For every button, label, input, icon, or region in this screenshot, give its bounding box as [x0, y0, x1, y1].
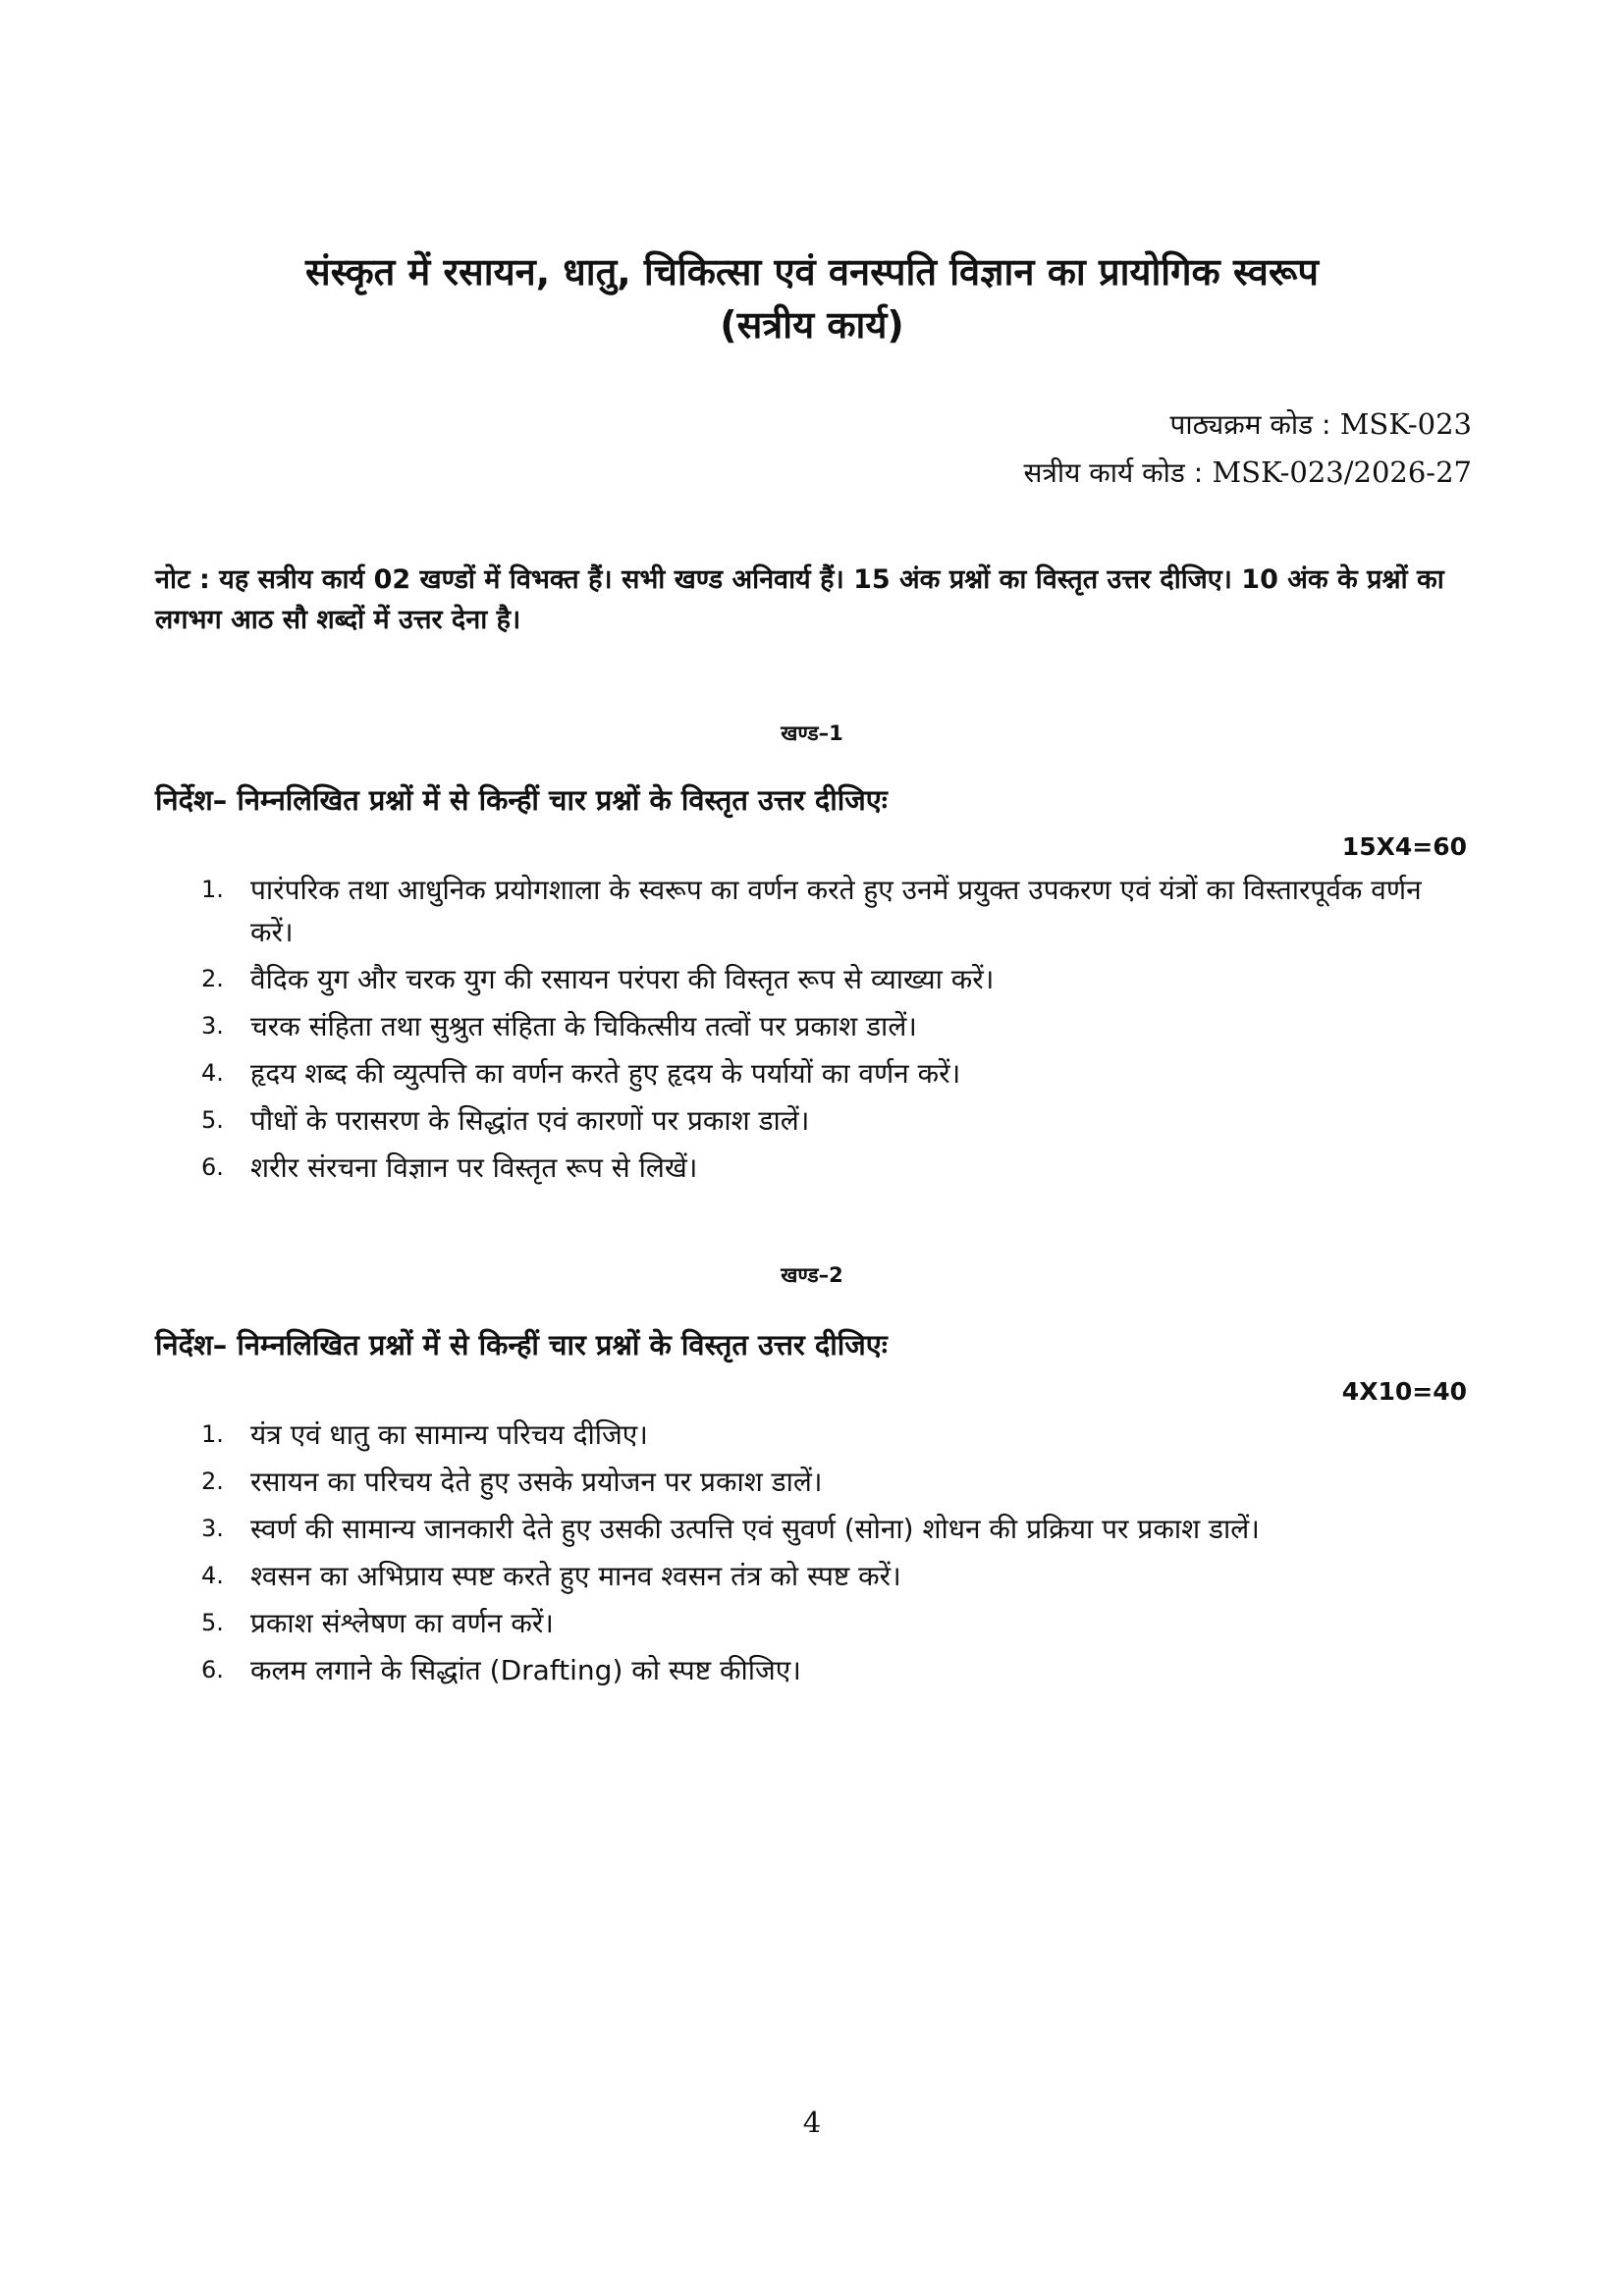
course-code: MSK-023 — [1339, 407, 1472, 441]
assignment-code: MSK-023/2026-27 — [1212, 455, 1472, 489]
question-item — [201, 1414, 1468, 1456]
question-number: 3. — [201, 1515, 224, 1542]
question-number: 3. — [201, 1012, 224, 1040]
question-text: स्वर्ण की सामान्य जानकारी देते हुए उसकी उत्पत्ति एवं सुवर्ण (सोना) शोधन की प्रक्रिया पर प्रकाश डालें। — [250, 1513, 1260, 1545]
course-code-label: पाठ्यक्रम कोड : — [1169, 408, 1331, 441]
question-text: शरीर संरचना विज्ञान पर विस्तृत रूप से लिखें। — [250, 1151, 698, 1184]
question-number: 4. — [201, 1059, 224, 1087]
question-item — [201, 869, 1468, 953]
question-text: पौधों के परासरण के सिद्धांत एवं कारणों पर प्रकाश डालें। — [250, 1104, 810, 1137]
section-2-question-list — [201, 1414, 1468, 1696]
question-text: पारंपरिक तथा आधुनिक प्रयोगशाला के स्वरूप का वर्णन करते हुए उनमें प्रयुक्त उपकरण एवं यंत्रों का विस्तारपूर्वक वर्णन करें। — [250, 874, 1422, 948]
question-item — [201, 1555, 1468, 1597]
section-2-instruction: निर्देश– निम्नलिखित प्रश्नों में से किन्हीं चार प्रश्नों के विस्तृत उत्तर दीजिएः — [155, 1328, 888, 1362]
question-item — [201, 1461, 1468, 1503]
section-1-marks: 15X4=60 — [1341, 832, 1467, 861]
section-1-instruction: निर्देश– निम्नलिखित प्रश्नों में से किन्हीं चार प्रश्नों के विस्तृत उत्तर दीजिएः — [155, 783, 888, 817]
page-number: 4 — [802, 2106, 822, 2139]
question-text: कलम लगाने के सिद्धांत (Drafting) को स्पष्ट कीजिए। — [250, 1654, 801, 1686]
question-item — [201, 958, 1468, 1000]
question-number: 4. — [201, 1562, 224, 1589]
question-text: रसायन का परिचय देते हुए उसके प्रयोजन पर प्रकाश डालें। — [250, 1466, 823, 1498]
question-number: 6. — [201, 1656, 224, 1683]
question-item — [201, 1005, 1468, 1047]
assignment-code-label: सत्रीय कार्य कोड : — [1023, 456, 1204, 489]
section-1-heading: खण्ड–1 — [781, 721, 843, 745]
document-title: संस्कृत में रसायन, धातु, चिकित्सा एवं वनस्पति विज्ञान का प्रायोगिक स्वरूप — [305, 250, 1319, 294]
question-number: 2. — [201, 1468, 224, 1495]
question-number: 6. — [201, 1153, 224, 1181]
assignment-note: नोट : यह सत्रीय कार्य 02 खण्डों में विभक्त हैं। सभी खण्ड अनिवार्य हैं। 15 अंक प्रश्नों का विस्तृत उत्तर दीजिए। 10 अंक के प्रश्नों का लगभग आठ सौ शब्दों में उत्तर देना है। — [155, 564, 1444, 635]
code-block — [1023, 400, 1472, 497]
course-code-line — [1023, 400, 1472, 449]
assignment-code-line — [1023, 449, 1472, 497]
question-text: यंत्र एवं धातु का सामान्य परिचय दीजिए। — [250, 1418, 648, 1451]
section-2-heading: खण्ड–2 — [781, 1263, 843, 1287]
question-number: 5. — [201, 1609, 224, 1636]
section-2-marks: 4X10=40 — [1341, 1377, 1467, 1406]
question-item — [201, 1649, 1468, 1691]
document-subtitle: (सत्रीय कार्य) — [720, 303, 904, 347]
question-item — [201, 1508, 1468, 1550]
title-block — [0, 245, 1624, 351]
question-text: श्वसन का अभिप्राय स्पष्ट करते हुए मानव श्वसन तंत्र को स्पष्ट करें। — [250, 1560, 901, 1592]
question-text: चरक संहिता तथा सुश्रुत संहिता के चिकित्सीय तत्वों पर प्रकाश डालें। — [250, 1010, 917, 1042]
question-item — [201, 1147, 1468, 1189]
question-text: वैदिक युग और चरक युग की रसायन परंपरा की विस्तृत रूप से व्याख्या करें। — [250, 963, 995, 995]
question-number: 2. — [201, 965, 224, 992]
question-text: हृदय शब्द की व्युत्पत्ति का वर्णन करते हुए हृदय के पर्यायों का वर्णन करें। — [250, 1057, 961, 1090]
question-number: 5. — [201, 1106, 224, 1134]
question-number: 1. — [201, 876, 224, 903]
question-item — [201, 1099, 1468, 1142]
question-item — [201, 1602, 1468, 1644]
question-item — [201, 1052, 1468, 1095]
section-1-question-list — [201, 869, 1468, 1194]
question-text: प्रकाश संश्लेषण का वर्णन करें। — [250, 1607, 554, 1639]
question-number: 1. — [201, 1420, 224, 1448]
